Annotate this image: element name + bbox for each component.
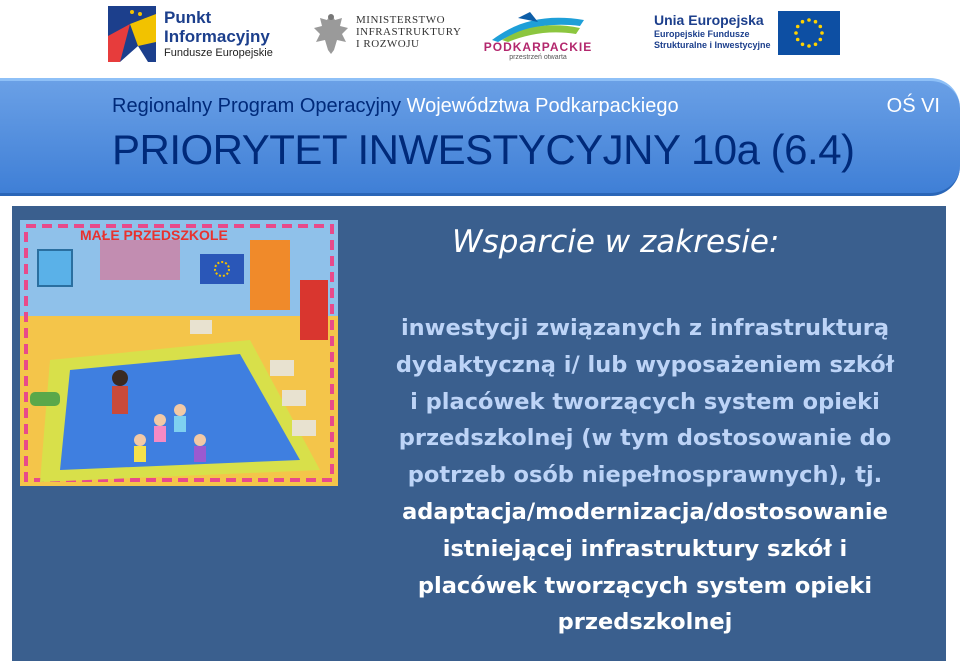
support-heading: Wsparcie w zakresie:: [452, 224, 780, 260]
support-description: [348, 310, 942, 641]
description-line: placówek tworzących system opieki: [417, 572, 873, 599]
podkarpackie-name: PODKARPACKIE: [483, 40, 593, 54]
kindergarten-drawing-image: [20, 220, 338, 486]
description-line: dydaktyczną i/ lub wyposażeniem szkół: [395, 351, 895, 378]
pi-line2: Informacyjny: [164, 27, 270, 46]
description-line: istniejącej infrastruktury szkół i: [442, 535, 848, 562]
podkarpackie-wave-icon: [488, 10, 588, 44]
program-title-part1: Regionalny Program Operacyjny: [112, 95, 402, 117]
program-title-part2: Województwa Podkarpackiego: [406, 95, 679, 117]
header-band: [0, 78, 960, 196]
pi-line3: Fundusze Europejskie: [164, 47, 273, 59]
description-line: adaptacja/modernizacja/dostosowanie: [402, 498, 888, 525]
priority-title: PRIORYTET INWESTYCYJNY 10a (6.4): [112, 126, 855, 173]
axis-label: OŚ VI: [886, 95, 940, 117]
program-title: [112, 95, 679, 118]
eagle-emblem-icon: [312, 10, 350, 56]
ministry-line1: MINISTERSTWO: [356, 14, 446, 26]
content-panel: [12, 206, 946, 661]
description-line: i placówek tworzących system opieki: [410, 388, 880, 415]
punkt-informacyjny-logo: [108, 0, 278, 70]
description-line: inwestycji związanych z infrastrukturą: [400, 315, 890, 341]
eu-logo: [654, 0, 840, 70]
pi-line1: Punkt: [164, 8, 212, 27]
kindergarten-drawing-illustration: [20, 220, 338, 486]
podkarpackie-tagline: przestrzeń otwarta: [509, 54, 567, 61]
description-line: przedszkolnej (w tym dostosowanie do: [398, 425, 892, 452]
description-line: potrzeb osób niepełnosprawnych), tj.: [407, 462, 883, 489]
image-caption: MAŁE PRZEDSZKOLE: [80, 227, 228, 243]
punkt-informacyjny-mark-icon: [108, 6, 156, 62]
eu-flag-icon: [778, 11, 840, 55]
eu-line2: Europejskie Fundusze: [654, 29, 750, 39]
description-line: przedszkolnej: [557, 609, 733, 636]
ministry-logo: [312, 0, 462, 70]
eu-line1: Unia Europejska: [654, 12, 764, 28]
ministry-line2: INFRASTRUKTURY: [356, 26, 462, 38]
eu-line3: Strukturalne i Inwestycyjne: [654, 40, 771, 50]
podkarpackie-logo: [478, 0, 598, 70]
ministry-line3: I ROZWOJU: [356, 38, 420, 50]
logos-bar: [0, 0, 960, 70]
